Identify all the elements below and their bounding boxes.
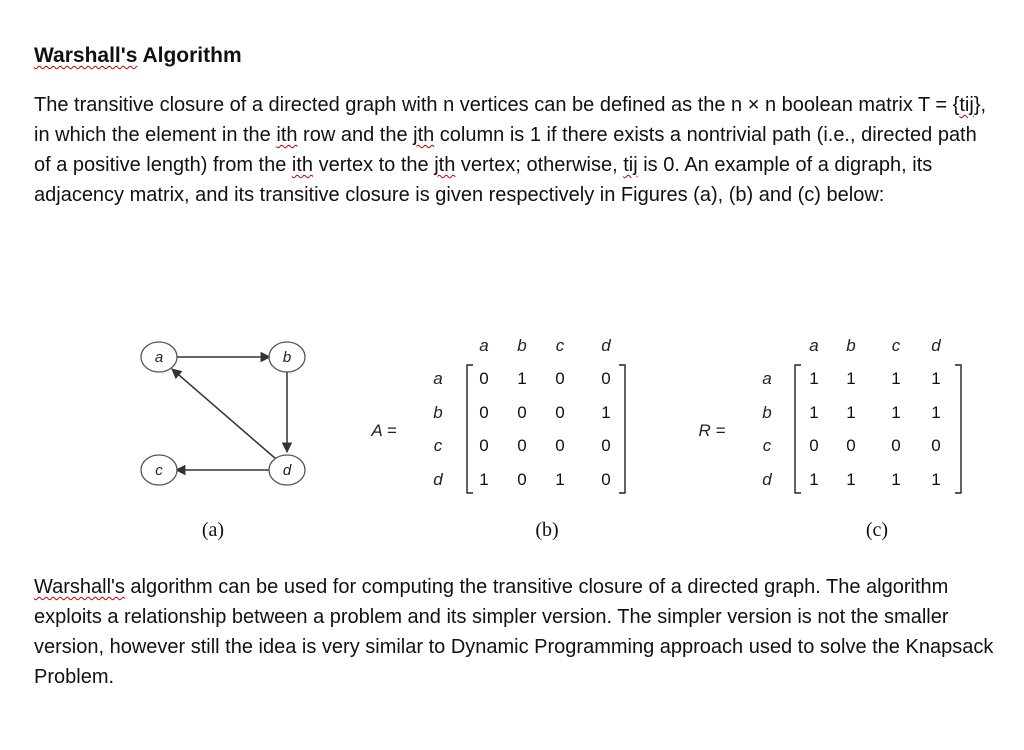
closure-cell: 1: [846, 369, 856, 388]
adjacency-left-bracket: [467, 365, 473, 493]
adjacency-col-label: d: [601, 336, 611, 355]
closure-col-label: a: [809, 336, 819, 355]
adjacency-row-label: a: [433, 369, 443, 388]
closure-right-bracket: [955, 365, 961, 493]
text-run: algorithm can be used for computing the transitive closure of a directed graph. The algorithm exploits a relationship between a problem and its simpler version. The simpler version is not the smaller version, however still the idea is very similar to Dynamic Programming approach used to solve the Knapsack Problem.: [34, 576, 994, 688]
node-b-label: b: [282, 349, 292, 366]
adjacency-cell: 1: [479, 470, 489, 489]
closure-matrix: [699, 336, 961, 493]
closure-cell: 0: [891, 436, 901, 455]
adjacency-col-label: b: [517, 336, 527, 355]
text-run: }, in which the element in the: [34, 94, 987, 146]
closure-cell: 0: [846, 436, 856, 455]
spell-flagged-word: jth: [434, 154, 456, 176]
adjacency-cell: 1: [555, 470, 565, 489]
closure-cell: 1: [931, 403, 941, 422]
text-run: row and the: [297, 124, 414, 146]
adjacency-row-label: b: [433, 403, 443, 422]
closure-cell: 1: [931, 369, 941, 388]
adjacency-cell: 0: [555, 369, 565, 388]
adjacency-cell: 1: [517, 369, 527, 388]
closure-cell: 0: [931, 436, 941, 455]
closure-row-label: a: [762, 369, 772, 388]
intro-paragraph: [34, 90, 994, 210]
closure-cell: 1: [891, 470, 901, 489]
spell-flagged-word: ith: [276, 124, 298, 146]
adjacency-col-label: c: [555, 336, 565, 355]
closure-cell: 1: [809, 369, 819, 388]
closure-cell: 1: [931, 470, 941, 489]
adjacency-cell: 0: [479, 436, 489, 455]
text-run: The transitive closure of a directed graph with n vertices can be defined as the n × n boolean matrix T = {: [34, 94, 960, 116]
node-a-label: a: [154, 349, 164, 366]
closure-col-label: d: [931, 336, 941, 355]
closure-cell: 1: [891, 369, 901, 388]
closure-cell: 0: [809, 436, 819, 455]
closure-left-bracket: [795, 365, 801, 493]
closure-row-label: c: [762, 436, 772, 455]
figure: [0, 325, 1024, 555]
digraph-figure-a: [141, 342, 305, 485]
adjacency-cell: 0: [601, 369, 611, 388]
closure-matrix-label: R =: [698, 421, 726, 440]
outro-paragraph: [34, 572, 1004, 692]
node-d-label: d: [282, 462, 292, 479]
adjacency-cell: 0: [479, 403, 489, 422]
adjacency-row-label: c: [433, 436, 443, 455]
adjacency-matrix: [370, 336, 625, 493]
edge-d-a: [172, 369, 276, 459]
spell-flagged-word: jth: [413, 124, 435, 146]
spell-flagged-word: ith: [291, 154, 314, 176]
closure-col-label: b: [846, 336, 856, 355]
spell-flagged-word: tij: [623, 154, 638, 176]
caption-a: (a): [201, 519, 225, 541]
spell-flagged-word: Warshall's: [34, 576, 125, 598]
adjacency-cell: 0: [517, 403, 527, 422]
adjacency-matrix-label: A =: [371, 421, 397, 440]
adjacency-cell: 1: [601, 403, 611, 422]
text-run: column is 1 if there exists a nontrivial path (i.e., directed path of a positive length) from the: [34, 124, 977, 176]
spell-flagged-word: tij: [959, 94, 974, 116]
text-run: is 0. An example of a digraph, its adjacency matrix, and its transitive closure is given respectively in Figures (a), (b) and (c) below:: [34, 154, 933, 206]
adjacency-cell: 0: [601, 436, 611, 455]
closure-cell: 1: [846, 470, 856, 489]
text-run: vertex to the: [313, 154, 435, 176]
closure-row-label: d: [762, 470, 772, 489]
closure-col-label: c: [891, 336, 901, 355]
title-word-warshalls: Warshall's: [34, 44, 138, 67]
closure-cell: 1: [809, 403, 819, 422]
caption-c: (c): [865, 519, 889, 541]
title-word-algorithm: Algorithm: [137, 44, 242, 67]
adjacency-row-label: d: [433, 470, 443, 489]
adjacency-cell: 0: [555, 436, 565, 455]
closure-cell: 1: [809, 470, 819, 489]
adjacency-cell: 0: [555, 403, 565, 422]
adjacency-cell: 0: [517, 436, 527, 455]
caption-b: (b): [535, 519, 559, 541]
adjacency-col-label: a: [479, 336, 489, 355]
adjacency-cell: 0: [479, 369, 489, 388]
closure-cell: 1: [891, 403, 901, 422]
closure-cell: 1: [846, 403, 856, 422]
adjacency-cell: 0: [517, 470, 527, 489]
page-title: [34, 44, 242, 68]
node-c-label: c: [155, 462, 163, 479]
adjacency-right-bracket: [619, 365, 625, 493]
adjacency-cell: 0: [601, 470, 611, 489]
closure-row-label: b: [762, 403, 772, 422]
text-run: vertex; otherwise,: [455, 154, 624, 176]
